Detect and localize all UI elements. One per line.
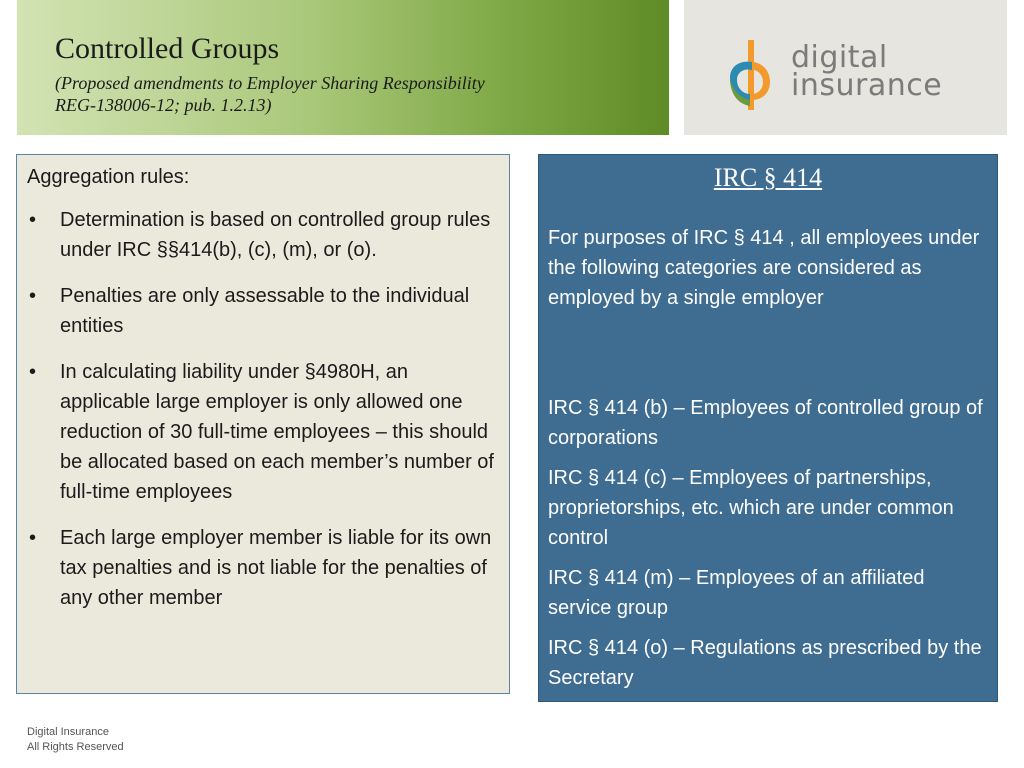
bullet-icon: • bbox=[29, 285, 37, 307]
list-item bbox=[27, 357, 501, 507]
header-banner bbox=[17, 0, 669, 135]
list-item-text: Penalties are only assessable to the individual entities bbox=[60, 285, 470, 337]
list-item-text: In calculating liability under §4980H, an applicable large employer is only allowed one reduction of 30 full-time employees – this should be allocated based on each member’s number of full-time employees bbox=[60, 361, 494, 503]
subtitle-line-2: REG-138006-12; pub. 1.2.13) bbox=[55, 95, 272, 115]
aggregation-rules-panel bbox=[16, 154, 510, 694]
logo-word-digital: digital bbox=[791, 40, 888, 75]
irc-414-categories bbox=[548, 393, 990, 703]
footer-company: Digital Insurance bbox=[27, 726, 109, 738]
footer-rights: All Rights Reserved bbox=[27, 741, 124, 753]
irc-414-intro: For purposes of IRC § 414 , all employees under the following categories are considered as employed by a single employer bbox=[548, 227, 980, 309]
category-item: IRC § 414 (b) – Employees of controlled group of corporations bbox=[548, 397, 983, 449]
logo-wordmark bbox=[791, 40, 943, 103]
digital-insurance-logo-icon bbox=[728, 40, 774, 110]
category-item: IRC § 414 (c) – Employees of partnerships, proprietorships, etc. which are under common control bbox=[548, 467, 954, 549]
subtitle-line-1: (Proposed amendments to Employer Sharing Responsibility bbox=[55, 73, 485, 93]
bullet-icon: • bbox=[29, 209, 37, 231]
list-item bbox=[27, 281, 501, 341]
bullet-icon: • bbox=[29, 527, 37, 549]
logo-panel bbox=[684, 0, 1007, 135]
footer bbox=[27, 725, 124, 755]
list-item-text: Each large employer member is liable for its own tax penalties and is not liable for the penalties of any other member bbox=[60, 527, 492, 609]
category-item: IRC § 414 (o) – Regulations as prescribed by the Secretary bbox=[548, 637, 982, 689]
list-item bbox=[27, 205, 501, 265]
aggregation-rules-heading: Aggregation rules: bbox=[27, 166, 190, 188]
page-subtitle bbox=[55, 72, 655, 116]
irc-414-panel bbox=[538, 154, 998, 702]
bullet-icon: • bbox=[29, 361, 37, 383]
page-title: Controlled Groups bbox=[55, 32, 280, 65]
list-item bbox=[27, 523, 501, 613]
aggregation-rules-list bbox=[27, 205, 501, 629]
irc-414-title: IRC § 414 bbox=[713, 163, 823, 192]
logo-word-insurance: insurance bbox=[791, 68, 943, 103]
category-item: IRC § 414 (m) – Employees of an affiliated service group bbox=[548, 567, 925, 619]
list-item-text: Determination is based on controlled group rules under IRC §§414(b), (c), (m), or (o). bbox=[60, 209, 491, 261]
